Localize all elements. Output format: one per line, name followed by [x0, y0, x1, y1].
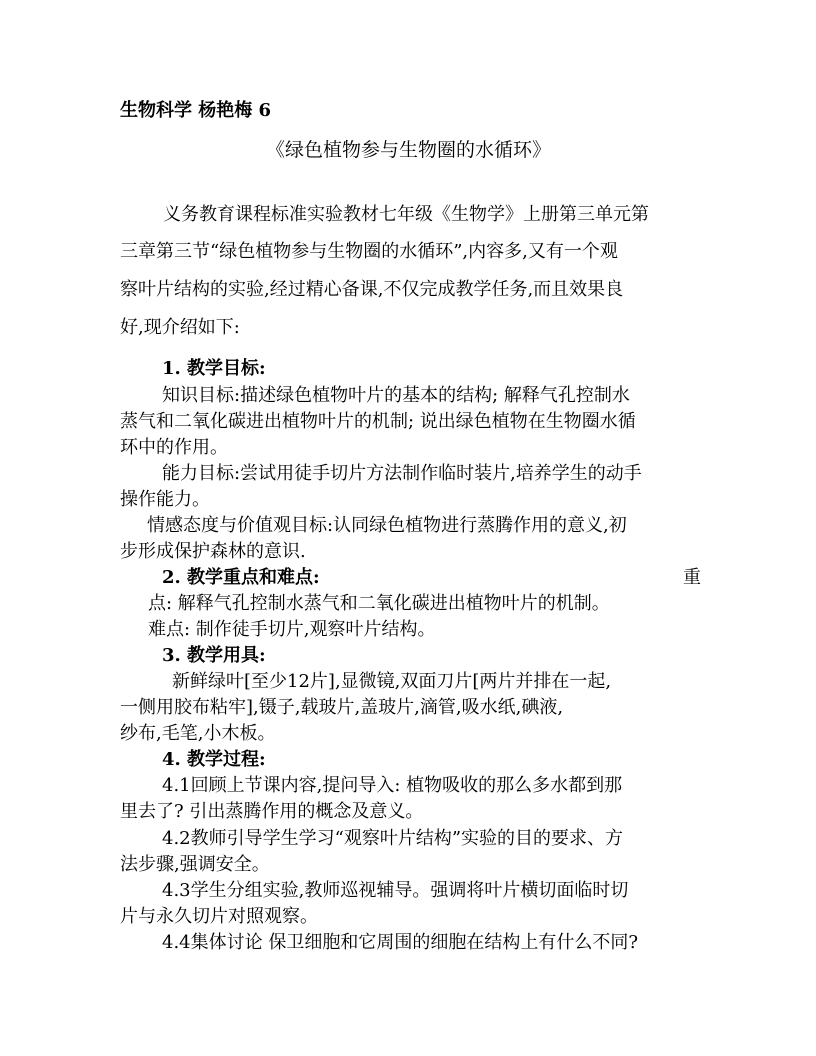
author-line: 生物科学 杨艳梅 6: [120, 100, 272, 121]
section-4-heading: 4. 教学过程:: [162, 749, 266, 770]
tools-line-1: 新鲜绿叶[至少12片],显微镜,双面刀片[两片并排在一起,: [172, 671, 612, 692]
intro-line-3: 察叶片结构的实验,经过精心备课,不仅完成教学任务,而且效果良: [120, 279, 624, 300]
section-1-heading: 1. 教学目标:: [162, 358, 266, 379]
process-item-3-line-2: 片与永久切片对照观察。: [120, 906, 318, 927]
document-title: 《绿色植物参与生物圈的水循环》: [266, 139, 552, 161]
knowledge-goal-line-3: 环中的作用。: [120, 437, 228, 458]
key-point-tail: 重: [683, 567, 701, 588]
difficulty-line: 难点: 制作徒手切片,观察叶片结构。: [148, 619, 436, 640]
process-item-2-line-1: 4.2教师引导学生学习“观察叶片结构”实验的目的要求、方: [162, 828, 624, 849]
intro-line-1: 义务教育课程标准实验教材七年级《生物学》上册第三单元第: [163, 204, 649, 225]
section-2-heading: 2. 教学重点和难点:: [162, 567, 320, 588]
knowledge-goal-line-1: 知识目标:描述绿色植物叶片的基本的结构; 解释气孔控制水: [162, 385, 630, 406]
process-item-1-line-2: 里去了? 引出蒸腾作用的概念及意义。: [120, 801, 424, 822]
key-point-line: 点: 解释气孔控制水蒸气和二氧化碳进出植物叶片的机制。: [148, 593, 610, 614]
emotion-goal-line-2: 步形成保护森林的意识.: [120, 541, 306, 562]
emotion-goal-line-1: 情感态度与价值观目标:认同绿色植物进行蒸腾作用的意义,初: [147, 515, 627, 536]
process-item-3-line-1: 4.3学生分组实验,教师巡视辅导。强调将叶片横切面临时切: [162, 880, 629, 901]
knowledge-goal-line-2: 蒸气和二氧化碳进出植物叶片的机制; 说出绿色植物在生物圈水循: [120, 411, 636, 432]
section-3-heading: 3. 教学用具:: [162, 645, 266, 666]
process-item-2-line-2: 法步骤,强调安全。: [120, 854, 270, 875]
process-item-1-line-1: 4.1回顾上节课内容,提问导入: 植物吸收的那么多水都到那: [162, 775, 623, 796]
process-item-4-line-1: 4.4集体讨论 保卫细胞和它周围的细胞在结构上有什么不同?: [162, 932, 638, 953]
tools-line-2: 一侧用胶布粘牢],镊子,载玻片,盖玻片,滴管,吸水纸,碘液,: [120, 697, 564, 718]
ability-goal-line-1: 能力目标:尝试用徒手切片方法制作临时装片,培养学生的动手: [162, 463, 642, 484]
intro-line-4: 好,现介绍如下:: [120, 317, 240, 338]
tools-line-3: 纱布,毛笔,小木板。: [120, 723, 276, 744]
intro-line-2: 三章第三节“绿色植物参与生物圈的水循环”,内容多,又有一个观: [120, 241, 618, 262]
ability-goal-line-2: 操作能力。: [120, 489, 210, 510]
